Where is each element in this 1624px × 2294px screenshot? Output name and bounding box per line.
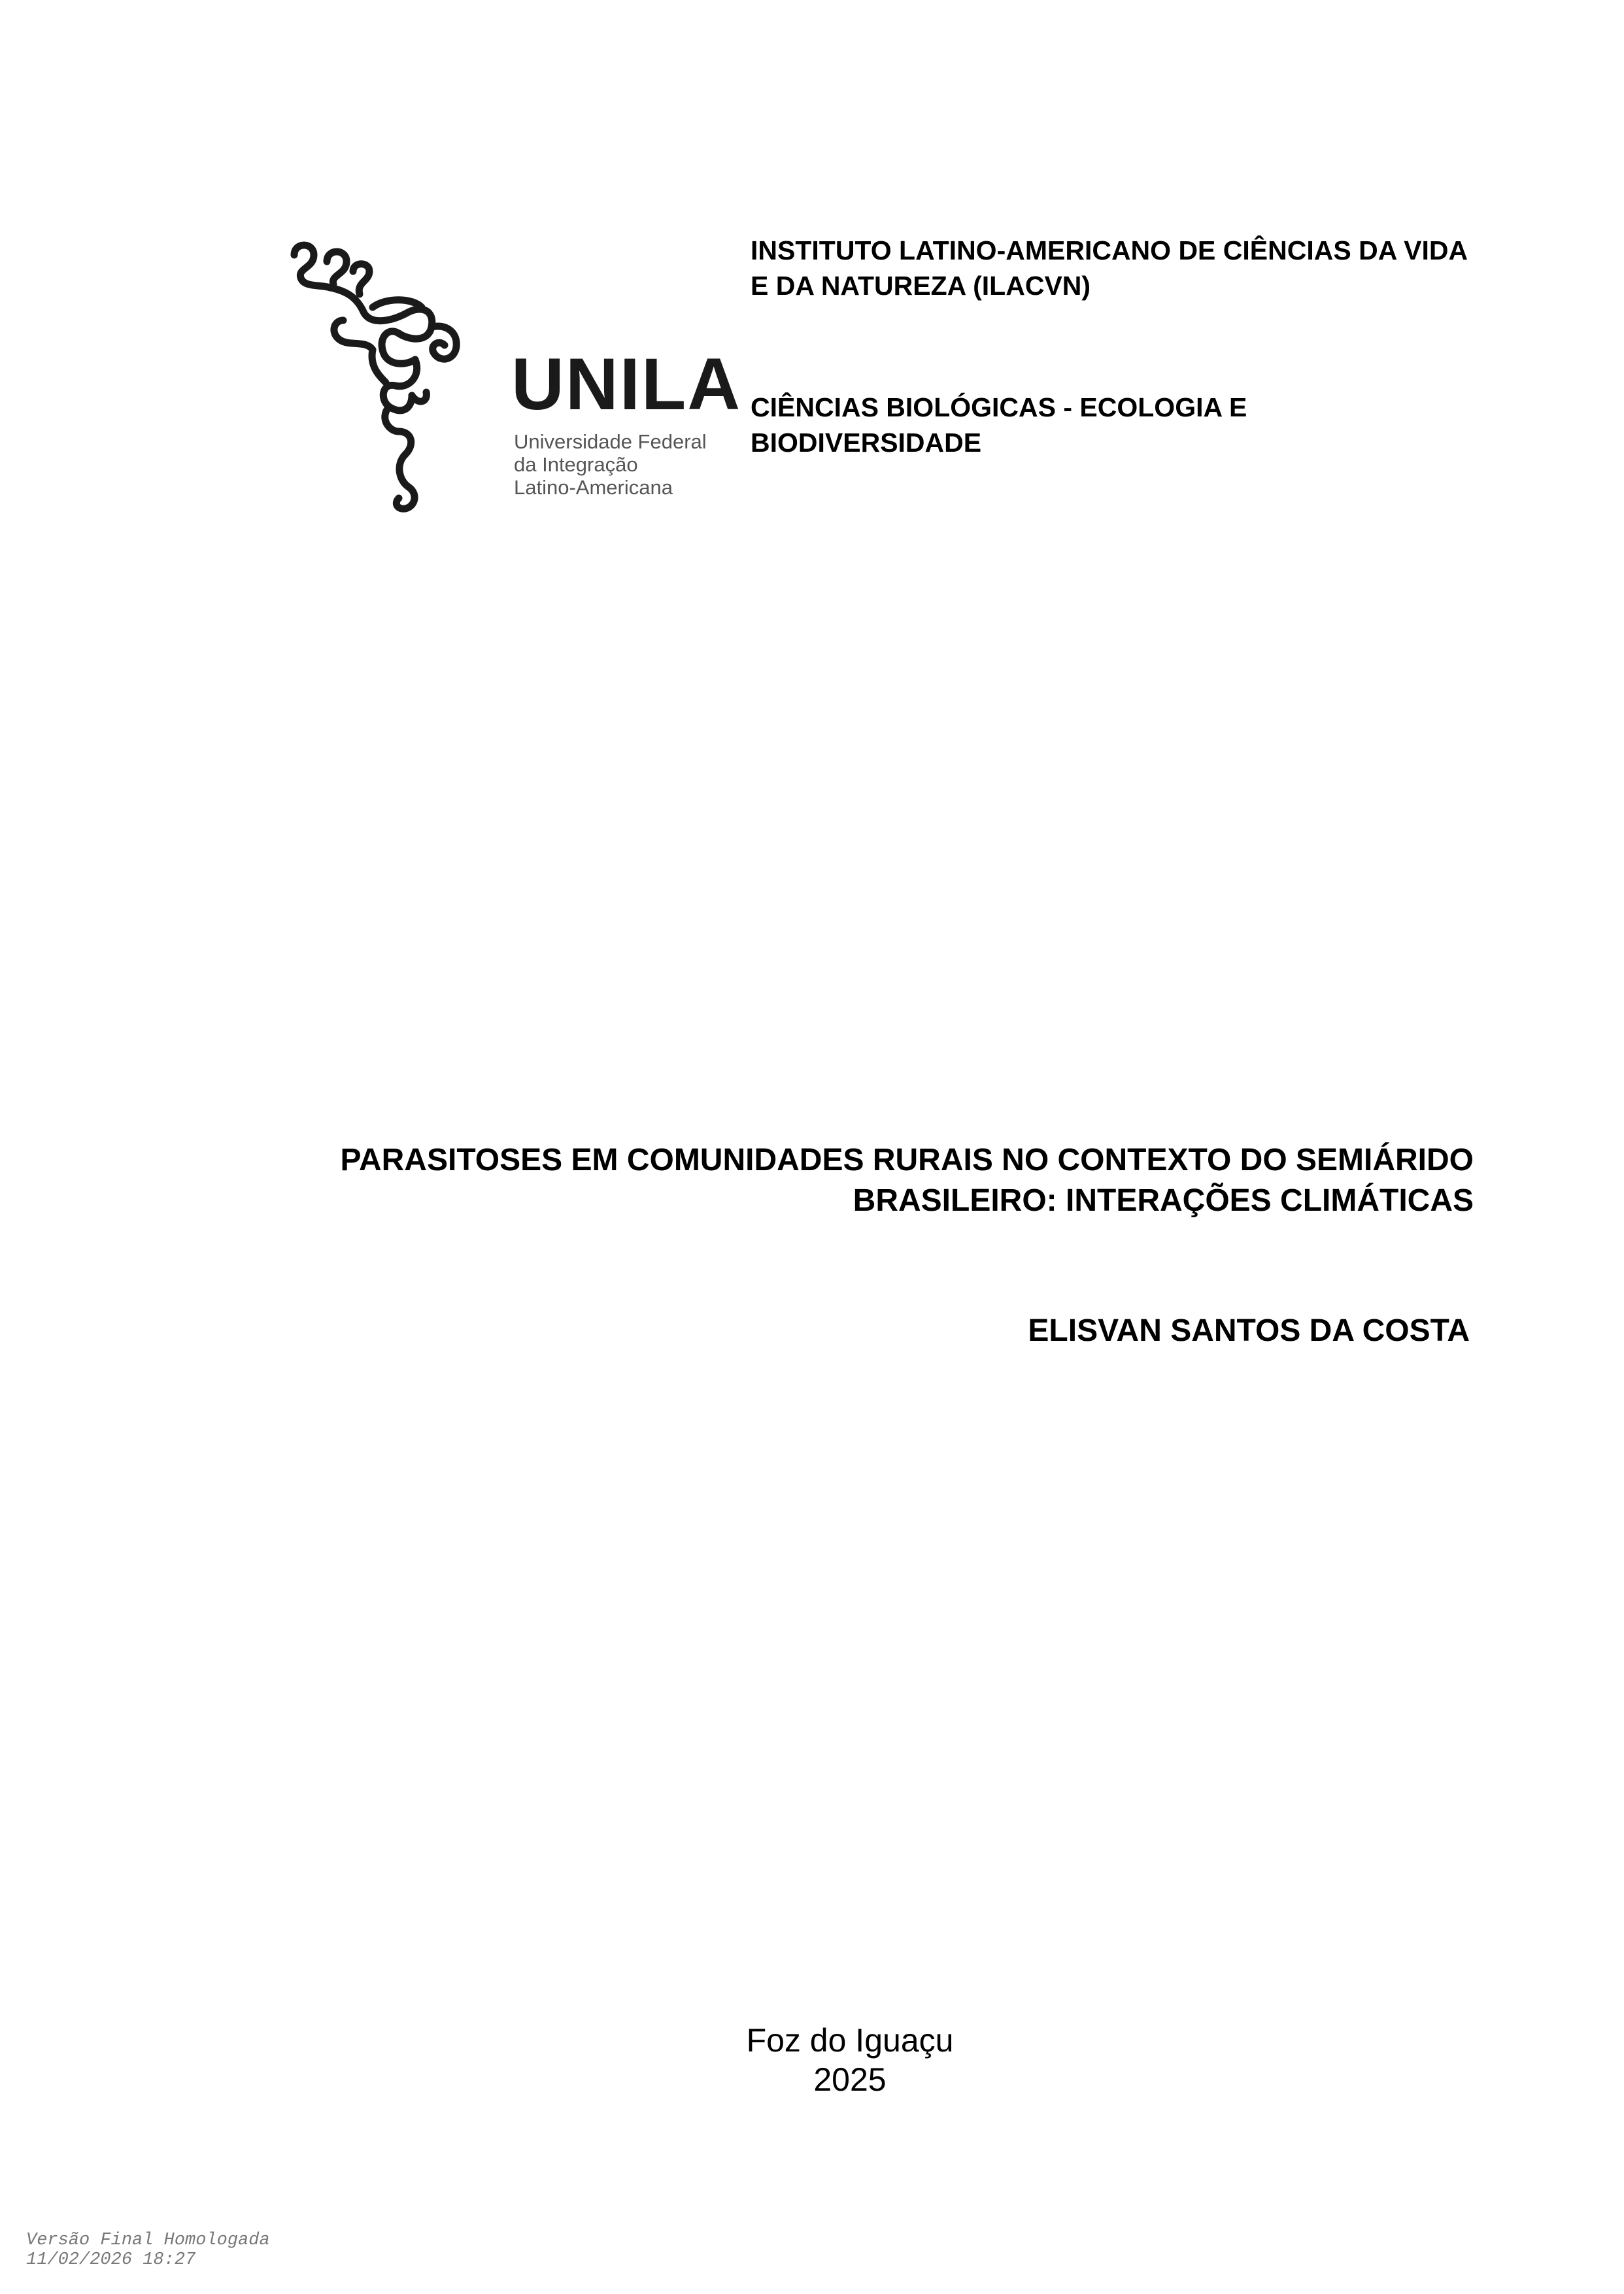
unila-emblem-icon bbox=[281, 235, 510, 516]
year: 2025 bbox=[813, 2061, 887, 2098]
watermark-status: Versão Final Homologada bbox=[26, 2231, 270, 2250]
version-watermark bbox=[26, 2231, 270, 2270]
work-title: PARASITOSES EM COMUNIDADES RURAIS NO CONTEXTO DO SEMIÁRIDO BRASILEIRO: INTERAÇÕES CLIMÁTICAS bbox=[340, 1143, 1474, 1218]
course-name: CIÊNCIAS BIOLÓGICAS - ECOLOGIA E BIODIVERSIDADE bbox=[751, 392, 1247, 458]
city: Foz do Iguaçu bbox=[746, 2022, 954, 2059]
watermark-timestamp: 11/02/2026 18:27 bbox=[26, 2250, 196, 2270]
institute-name: INSTITUTO LATINO-AMERICANO DE CIÊNCIAS DA VIDA E DA NATUREZA (ILACVN) bbox=[751, 235, 1467, 301]
logo-subtitle: Universidade Federal da Integração Latino-Americana bbox=[514, 430, 707, 499]
logo-wordmark: UNILA bbox=[511, 343, 742, 425]
author-name: ELISVAN SANTOS DA COSTA bbox=[1028, 1313, 1470, 1348]
unila-logo bbox=[281, 235, 742, 516]
